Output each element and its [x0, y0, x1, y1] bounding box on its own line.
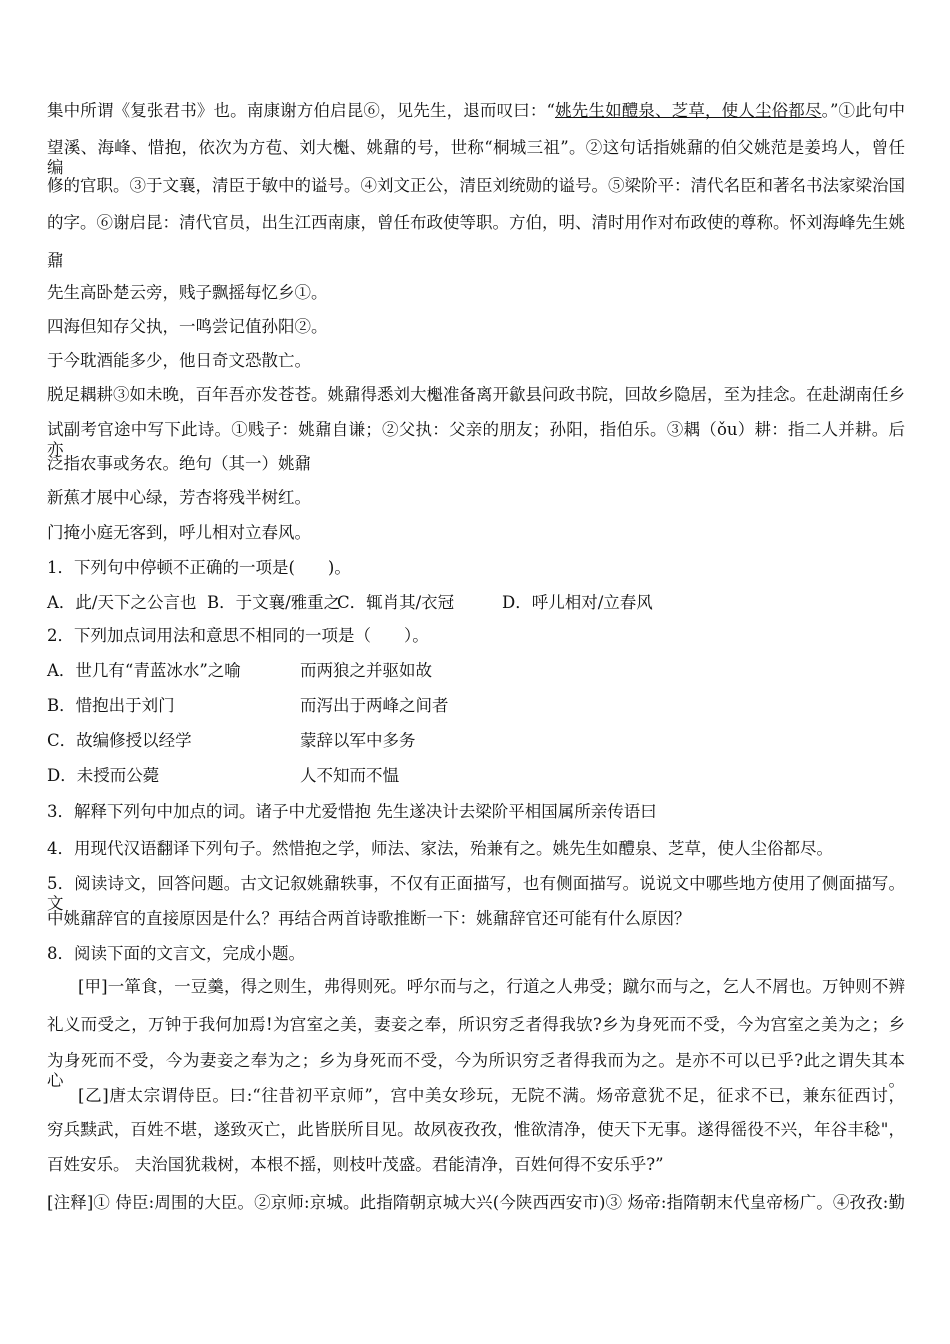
poem-line: 试副考官途中写下此诗。①贱子：姚鼐自谦；②父执：父亲的朋友；孙阳，指伯乐。③耦（ǒu）耕：指二人并耕。后亦	[47, 420, 905, 459]
text: 。”①此句中	[821, 101, 906, 120]
poem-line: 新蕉才展中心绿，芳杏将残半树红。	[47, 488, 311, 507]
poem-line: 脱足耦耕③如未晚，百年吾亦发苍苍。姚鼐得悉刘大櫆准备离开歙县问政书院，回故乡隐居，至为挂念。在赴湖南任乡	[47, 385, 905, 404]
notes: [注释]① 侍臣:周围的大臣。②京师:京城。此指隋朝京城大兴(今陕西西安市)③ 炀帝:指隋朝末代皇帝杨广。④孜孜:勤	[47, 1193, 905, 1212]
poem-line: 泛指农事或务农。绝句（其一）姚鼐	[47, 454, 311, 473]
option-b: B．于文襄/雅重之	[207, 593, 341, 612]
question-2-option	[47, 731, 416, 751]
option-a: A．此/天下之公言也	[47, 593, 197, 612]
question-8: 8．阅读下面的文言文，完成小题。	[47, 944, 305, 963]
question-4: 4．用现代汉语翻译下列句子。然惜抱之学，师法、家法，殆兼有之。姚先生如醴泉、芝草，使人尘俗都尽。	[47, 839, 833, 858]
text: 集中所谓《复张君书》也。南康谢方伯启昆⑥，见先生，退而叹曰：“	[47, 101, 555, 120]
option-left: B．惜抱出于刘门	[47, 696, 175, 715]
passage-jia: 为身死而不受，今为妻妾之奉为之；乡为身死而不受，今为所识穷乏者得我而为之。是亦不可以已乎?此之谓失其本心。	[47, 1051, 905, 1090]
option-right: 而两狼之并驱如故	[300, 661, 432, 680]
question-1: 1．下列句中停顿不正确的一项是( )。	[47, 558, 351, 577]
option-right: 蒙辞以军中多务	[300, 731, 416, 750]
passage-line: 望溪、海峰、惜抱，依次为方苞、刘大櫆、姚鼐的号，世称“桐城三祖”。②这句话指姚鼐的伯父姚范是姜坞人，曾任编	[47, 138, 905, 177]
option-c: C．辄肖其/衣冠	[337, 593, 455, 612]
option-right: 人不知而不愠	[300, 766, 399, 785]
question-2: 2．下列加点词用法和意思不相同的一项是（ ）。	[47, 626, 429, 645]
question-3: 3．解释下列句中加点的词。诸子中尤爱惜抱 先生遂决计去梁阶平相国属所亲传语曰	[47, 802, 657, 821]
question-1-options	[47, 593, 653, 613]
passage-line: 修的官职。③于文襄，清臣于敏中的谥号。④刘文正公，清臣刘统勋的谥号。⑤梁阶平：清代名臣和著名书法家梁治国	[47, 176, 905, 195]
question-5: 中姚鼐辞官的直接原因是什么？再结合两首诗歌推断一下：姚鼐辞官还可能有什么原因？	[47, 909, 691, 928]
passage-yi: [乙]唐太宗谓侍臣。曰:“往昔初平京师”，宫中美女珍玩，无院不满。炀帝意犹不足，征求不已，兼东征西讨，	[78, 1086, 905, 1105]
passage-jia: 礼义而受之，万钟于我何加焉!为宫室之美，妻妾之奉，所识穷乏者得我欤?乡为身死而不受，今为宫室之美为之；乡	[47, 1015, 905, 1034]
option-right: 而泻出于两峰之间者	[300, 696, 449, 715]
passage-yi: 穷兵黩武，百姓不堪，遂致灭亡，此皆朕所目见。故夙夜孜孜，惟欲清净，使天下无事。遂得徭役不兴，年谷丰稔"，	[47, 1120, 905, 1139]
passage-line: 的字。⑥谢启昆：清代官员，出生江西南康，曾任布政使等职。方伯，明、清时用作对布政使的尊称。怀刘海峰先生姚	[47, 213, 905, 232]
option-left: D．未授而公薨	[47, 766, 160, 785]
passage-line: 鼐	[47, 251, 64, 270]
poem-line: 先生高卧楚云旁，贱子飘摇每忆乡①。	[47, 283, 328, 302]
question-2-option	[47, 661, 432, 681]
option-left: A．世几有“青蓝冰水”之喻	[47, 661, 241, 680]
poem-line: 门掩小庭无客到，呼儿相对立春风。	[47, 523, 311, 542]
question-5: 5．阅读诗文，回答问题。古文记叙姚鼐轶事，不仅有正面描写，也有侧面描写。说说文中哪些地方使用了侧面描写。文	[47, 874, 905, 913]
question-2-option	[47, 696, 449, 716]
option-left: C．故编修授以经学	[47, 731, 192, 750]
option-d: D．呼儿相对/立春风	[502, 593, 653, 612]
underlined-sentence: 姚先生如醴泉、芝草，使人尘俗都尽	[554, 101, 822, 120]
question-2-option	[47, 766, 399, 786]
passage-line	[47, 101, 905, 121]
poem-line: 四海但知存父执，一鸣尝记值孙阳②。	[47, 317, 328, 336]
passage-yi: 百姓安乐。 夫治国犹栽树，本根不摇，则枝叶茂盛。君能清净，百姓何得不安乐乎?”	[47, 1155, 664, 1174]
passage-jia: [甲]一箪食，一豆羹，得之则生，弗得则死。呼尔而与之，行道之人弗受；蹴尔而与之，乞人不屑也。万钟则不辨	[78, 977, 905, 996]
poem-line: 于今耽酒能多少，他日奇文恐散亡。	[47, 351, 311, 370]
